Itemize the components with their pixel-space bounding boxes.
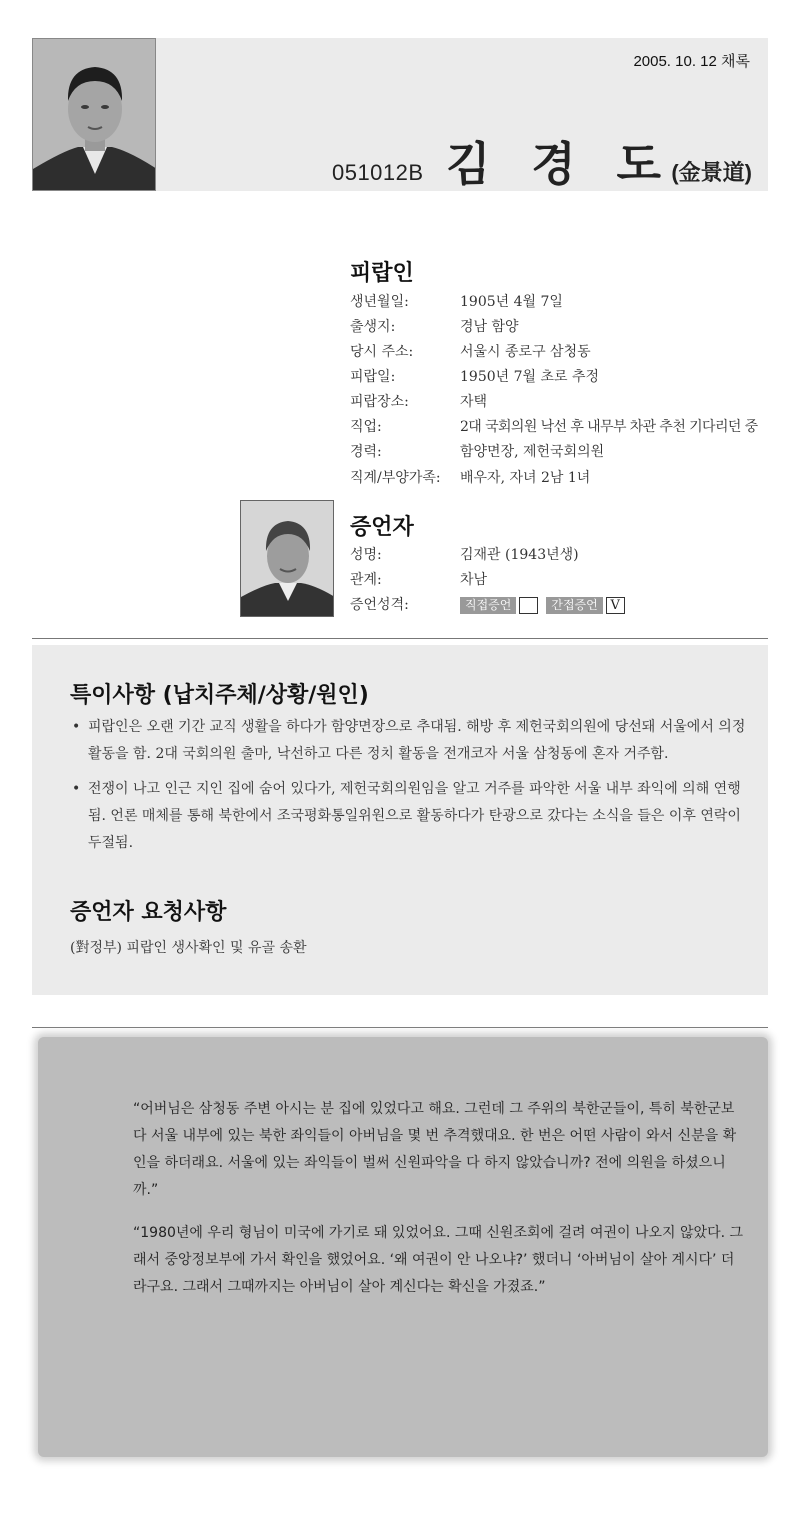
abductee-photo: [32, 38, 156, 191]
special-notes-list: [70, 714, 750, 865]
info-row-address: [350, 340, 591, 364]
info-row-abduction-place: [350, 390, 487, 414]
list-item-text: 피랍인은 오랜 기간 교직 생활을 하다가 함양면장으로 추대됨. 해방 후 제헌국회의원에 당선돼 서울에서 의정 활동을 함. 2대 국회의원 출마, 낙선하고 다른 정치 활동을 전개코자 서울 삼청동에 혼자 거주함.: [88, 719, 746, 762]
info-value: 김재관 (1943년생): [460, 547, 579, 563]
abductee-section-title: 피랍인: [350, 261, 414, 286]
info-value: 1905년 4월 7일: [460, 294, 563, 310]
list-item: [70, 714, 750, 768]
name-line: [332, 128, 752, 194]
info-label: 직업:: [350, 419, 382, 435]
record-date: 2005. 10. 12 채록: [633, 53, 750, 70]
witness-row-relation: [350, 568, 487, 592]
divider-top: [32, 638, 768, 639]
testimony-type: [460, 593, 633, 617]
info-value: 서울시 종로구 삼청동: [460, 344, 591, 360]
list-item-text: 전쟁이 나고 인근 지인 집에 숨어 있다가, 제헌국회의원임을 알고 거주를 파악한 서울 내부 좌익에 의해 연행됨. 언론 매체를 통해 북한에서 조국평화통일위원으로 활동하다가 탄광으로 갔다는 소식을 들은 이후 연락이 두절됨.: [88, 781, 741, 851]
info-value: 1950년 7월 초로 추정: [460, 369, 600, 385]
indirect-testimony-checkbox[interactable]: V: [606, 597, 625, 614]
record-code: 051012B: [331, 160, 424, 185]
info-label: 피랍일:: [350, 369, 396, 385]
special-notes-title: 특이사항 (납치주체/상황/원인): [70, 683, 369, 708]
info-value: 차남: [460, 572, 488, 588]
direct-testimony-checkbox[interactable]: [519, 597, 538, 614]
indirect-testimony-tag: 간접증언: [546, 597, 602, 614]
quote-2: “1980년에 우리 형님이 미국에 가기로 돼 있었어요. 그때 신원조회에 걸려 여권이 나오지 않았다. 그래서 중앙정보부에 가서 확인을 했었어요. ‘왜 여권이 안 나오냐?’ 했더니 ‘아버님이 살아 계시다’ 더라구요. 그래서 그때까지는 아버님이 살아 계신다는 확신을 가졌죠.”: [133, 1225, 744, 1295]
info-value: 자택: [460, 394, 488, 410]
info-label: 당시 주소:: [350, 344, 414, 360]
witness-photo: [240, 500, 334, 617]
abductee-name: 김 경 도: [446, 138, 675, 190]
info-label: 성명:: [350, 547, 382, 563]
abductee-name-hanja: (金景道): [671, 160, 752, 185]
witness-row-nature: [350, 593, 633, 617]
list-item: [70, 776, 750, 857]
divider-bottom: [32, 1027, 768, 1028]
witness-row-name: [350, 543, 579, 567]
direct-testimony-tag: 직접증언: [460, 597, 516, 614]
info-label: 생년월일:: [350, 294, 409, 310]
info-row-family: [350, 466, 590, 490]
portrait-image: [241, 501, 334, 617]
bullet-icon: •: [72, 781, 81, 797]
info-row-occupation: [350, 415, 758, 439]
info-value: 경남 함양: [460, 319, 519, 335]
info-row-birthplace: [350, 315, 519, 339]
info-value: 2대 국회의원 낙선 후 내무부 차관 추천 기다리던 중: [460, 419, 758, 435]
quote-1: “어버님은 삼청동 주변 아시는 분 집에 있었다고 해요. 그런데 그 주위의 북한군들이, 특히 북한군보다 서울 내부에 있는 북한 좌익들이 아버님을 몇 번 추격했대요. 한 번은 어떤 사람이 와서 신분을 확인을 하더래요. 서울에 있는 좌익들이 벌써 신원파악을 다 하지 않았습니까? 전에 의원을 하셨으니까.”: [133, 1101, 737, 1198]
info-label: 출생지:: [350, 319, 396, 335]
bullet-icon: •: [72, 719, 81, 735]
info-label: 직계/부양가족:: [350, 470, 441, 486]
portrait-image: [33, 39, 156, 191]
info-label: 경력:: [350, 444, 382, 460]
info-row-career: [350, 440, 604, 464]
witness-section-title: 증언자: [350, 515, 414, 540]
info-row-abduction-date: [350, 365, 599, 389]
info-label: 피랍장소:: [350, 394, 409, 410]
info-value: 배우자, 자녀 2남 1녀: [460, 470, 591, 486]
info-label: 증언성격:: [350, 597, 409, 613]
info-label: 관계:: [350, 572, 382, 588]
request-title: 증언자 요청사항: [70, 900, 227, 925]
info-row-birth: [350, 290, 563, 314]
request-text: (對정부) 피랍인 생사확인 및 유골 송환: [70, 940, 307, 956]
info-value: 함양면장, 제헌국회의원: [460, 444, 605, 460]
